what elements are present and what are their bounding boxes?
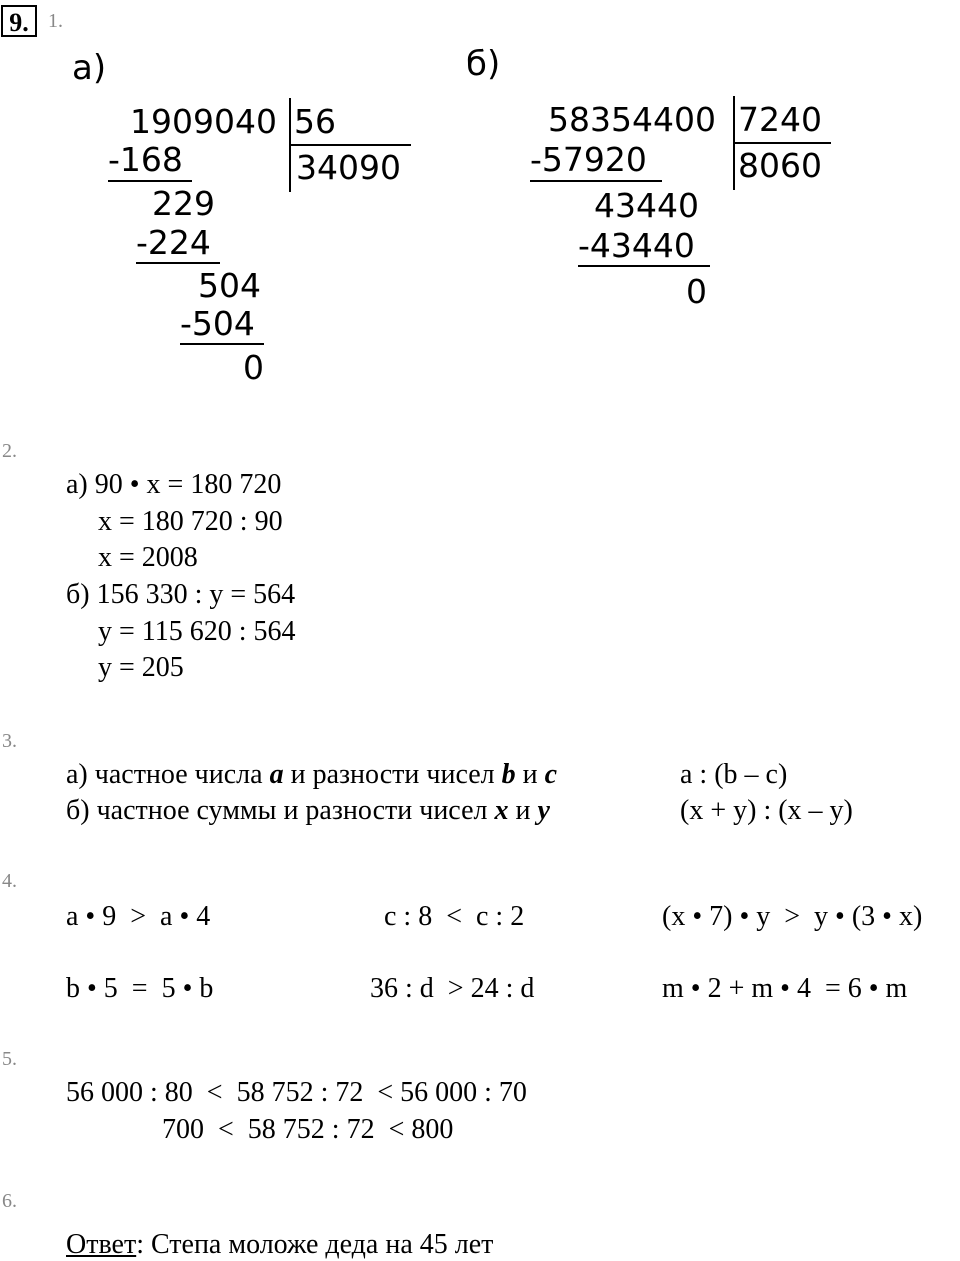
equation-line: x = 180 720 : 90 (98, 506, 283, 537)
expression-description-b: б) частное суммы и разности чисел x и y (66, 795, 550, 826)
comparison: m • 2 + m • 4 = 6 • m (662, 973, 908, 1004)
comparison: a • 9 > a • 4 (66, 901, 211, 932)
part-number-5: 5. (2, 1048, 17, 1070)
division-a-underline (108, 180, 192, 182)
division-b-step: -57920 (530, 140, 647, 179)
division-b-label: б) (466, 44, 501, 84)
division-b-quotient-bar (733, 142, 831, 144)
answer-line (66, 1229, 493, 1261)
comparison: b • 5 = 5 • b (66, 973, 214, 1004)
comparison: c : 8 < c : 2 (384, 901, 525, 932)
part-number-2: 2. (2, 440, 17, 462)
answer-text: : Степа моложе деда на 45 лет (136, 1229, 494, 1260)
division-a-quotient-bar (289, 144, 411, 146)
division-a-step: 229 (152, 184, 215, 223)
division-b-divisor: 7240 (738, 100, 822, 139)
equation-line: y = 205 (98, 652, 184, 683)
equation-line: а) 90 • x = 180 720 (66, 469, 282, 500)
estimate-line: 700 < 58 752 : 72 < 800 (162, 1114, 454, 1145)
expression-description-a: а) частное числа a и разности чисел b и c (66, 759, 558, 790)
part-number-3: 3. (2, 730, 17, 752)
estimate-line: 56 000 : 80 < 58 752 : 72 < 56 000 : 70 (66, 1077, 527, 1108)
division-a-divisor: 56 (294, 102, 336, 141)
division-b-dividend: 58354400 (548, 100, 716, 139)
division-b-step: -43440 (578, 226, 695, 265)
answer-label: Ответ (66, 1229, 137, 1260)
division-b-step: 43440 (594, 186, 699, 225)
part-number-6: 6. (2, 1190, 17, 1212)
part-number-1: 1. (48, 10, 63, 32)
equation-line: x = 2008 (98, 542, 198, 573)
division-b-quotient: 8060 (738, 146, 822, 185)
part-number-4: 4. (2, 870, 17, 892)
division-a-step: -504 (180, 304, 255, 343)
division-b-underline (530, 180, 662, 182)
division-a-underline (136, 262, 220, 264)
task-number-box: 9. (1, 5, 37, 37)
division-b-underline (578, 265, 710, 267)
comparison: 36 : d > 24 : d (370, 973, 535, 1004)
division-a-quotient: 34090 (296, 148, 401, 187)
comparison: (x • 7) • y > y • (3 • x) (662, 901, 923, 932)
expression-b: (x + y) : (x – y) (680, 795, 853, 826)
equation-line: y = 115 620 : 564 (98, 616, 296, 647)
division-a-step: 504 (198, 266, 261, 305)
expression-a: a : (b – c) (680, 759, 788, 790)
division-a-label: а) (72, 48, 107, 88)
division-a-underline (180, 343, 264, 345)
division-a-remainder: 0 (243, 348, 264, 387)
equation-line: б) 156 330 : y = 564 (66, 579, 296, 610)
division-b-remainder: 0 (686, 272, 707, 311)
division-a-step: -168 (108, 140, 183, 179)
division-a-dividend: 1909040 (130, 102, 277, 141)
division-a-step: -224 (136, 223, 211, 262)
